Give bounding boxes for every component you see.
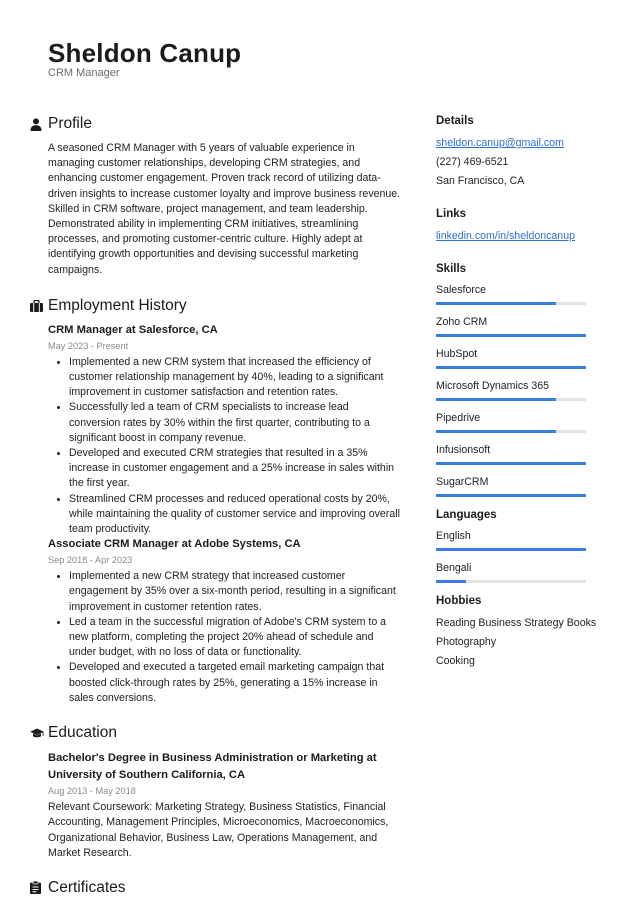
employment-section — [30, 295, 402, 706]
job-dates: May 2023 - Present — [48, 340, 129, 351]
skill-level-bar — [436, 430, 586, 433]
language-name: English — [436, 530, 471, 542]
hobbies-title: Hobbies — [436, 595, 482, 607]
main-column — [30, 113, 402, 899]
job-entry — [48, 537, 402, 706]
skill-level-bar — [436, 366, 586, 369]
education-title: Education — [48, 724, 117, 742]
linkedin-link[interactable]: linkedin.com/in/sheldoncanup — [436, 230, 575, 242]
skill-level-bar — [436, 302, 586, 305]
links-title: Links — [436, 208, 467, 220]
job-bullet: • Developed and executed a targeted email marketing campaign that boosted click-through rates by 25%, generating a 15% increase in sales conversions. — [69, 660, 402, 706]
clipboard-icon — [30, 881, 48, 895]
job-bullet: • Developed and executed CRM strategies that resulted in a 35% increase in customer engagement and a 25% increase in sales within the first year. — [69, 446, 402, 492]
job-bullets — [48, 569, 402, 706]
skill-level-fill — [436, 398, 556, 401]
hobbies-section — [436, 593, 611, 671]
person-icon — [30, 117, 48, 131]
skill-level-fill — [436, 366, 586, 369]
skill-name: Microsoft Dynamics 365 — [436, 380, 550, 392]
profile-title: Profile — [48, 115, 92, 132]
skill-name: Zoho CRM — [436, 316, 488, 328]
skill-item — [436, 411, 611, 433]
links-section — [436, 206, 611, 246]
skill-name: Pipedrive — [436, 412, 481, 424]
skill-item — [436, 315, 611, 337]
language-level-fill — [436, 548, 586, 551]
skill-item — [436, 443, 611, 465]
briefcase-icon — [30, 299, 48, 313]
profile-section — [30, 113, 402, 278]
languages-title: Languages — [436, 509, 497, 521]
phone-number: (227) 469-6521 — [436, 156, 509, 168]
skill-name: Salesforce — [436, 284, 487, 296]
skill-item — [436, 347, 611, 369]
degree-title: Bachelor's Degree in Business Administration or Marketing at University of Southern California, CA — [48, 752, 377, 781]
education-section — [30, 722, 402, 861]
education-dates: Aug 2013 - May 2018 — [48, 786, 136, 797]
skill-name: HubSpot — [436, 348, 478, 360]
job-title: CRM Manager at Salesforce, CA — [48, 323, 218, 336]
profile-summary: A seasoned CRM Manager with 5 years of valuable experience in managing customer relationships, developing CRM strategies, and enhancing customer engagement. Proven track record of utilizing data-driven insights to increase customer loyalty and improve business revenue. Skilled in CRM software, project management, and team leadership. Demonstrated ability in implementing CRM initiatives, streamlining processes, and promoting customer-centric culture. Highly adept at identifying growth opportunities and devising successful marketing campaigns. — [48, 142, 401, 276]
language-level-bar — [436, 580, 586, 583]
certificates-section — [30, 877, 402, 899]
hobby-item: Photography — [436, 636, 497, 648]
profile-heading — [30, 113, 402, 135]
education-heading — [30, 722, 402, 744]
skills-section — [436, 261, 611, 497]
employment-heading — [30, 295, 402, 317]
email-link[interactable]: sheldon.canup@gmail.com — [436, 137, 564, 149]
certificates-heading — [30, 877, 402, 899]
location: San Francisco, CA — [436, 175, 525, 187]
skills-title: Skills — [436, 263, 467, 275]
skill-level-bar — [436, 334, 586, 337]
job-title: Associate CRM Manager at Adobe Systems, CA — [48, 538, 301, 551]
language-level-bar — [436, 548, 586, 551]
graduation-cap-icon — [30, 726, 48, 740]
job-entry — [48, 323, 402, 537]
job-bullet: • Streamlined CRM processes and reduced operational costs by 20%, while maintaining the quality of customer service and improving overall team productivity. — [69, 492, 402, 538]
job-bullets — [48, 355, 402, 537]
job-bullet: • Implemented a new CRM strategy that increased customer engagement by 35% over a six-month period, resulting in a significant improvement in customer retention rates. — [69, 569, 402, 615]
details-section — [436, 113, 611, 191]
employment-title: Employment History — [48, 296, 187, 314]
details-title: Details — [436, 115, 474, 127]
skill-item — [436, 283, 611, 305]
hobby-item: Cooking — [436, 655, 475, 667]
languages-section — [436, 507, 611, 583]
language-name: Bengali — [436, 562, 472, 574]
hobby-item: Reading Business Strategy Books — [436, 617, 597, 629]
skill-level-fill — [436, 302, 556, 305]
job-bullet: • Led a team in the successful migration of Adobe's CRM system to a new platform, completing the project 20% ahead of schedule and under budget, with no loss of data or functionality. — [69, 615, 402, 661]
skill-name: SugarCRM — [436, 476, 489, 488]
candidate-role: CRM Manager — [48, 67, 120, 79]
education-coursework: Relevant Coursework: Marketing Strategy, Business Statistics, Financial Accounting, Management Principles, Microeconomics, Macroeconomics, Organizational Behavior, Business Law, Operations Management, and Market Research. — [48, 801, 389, 859]
candidate-name: Sheldon Canup — [48, 38, 242, 68]
skill-item — [436, 379, 611, 401]
job-dates: Sep 2018 - Apr 2023 — [48, 555, 133, 566]
skill-level-fill — [436, 334, 586, 337]
skill-level-bar — [436, 494, 586, 497]
job-bullet: • Implemented a new CRM system that increased the efficiency of customer relationship management by 40%, leading to a significant improvement in customer satisfaction and retention rates. — [69, 355, 402, 401]
language-item — [436, 561, 611, 583]
skill-item — [436, 475, 611, 497]
job-bullet: • Successfully led a team of CRM specialists to increase lead conversion rates by 30% within the first quarter, contributing to a significant boost in company revenue. — [69, 400, 402, 446]
skill-name: Infusionsoft — [436, 444, 491, 456]
skill-level-fill — [436, 430, 556, 433]
language-level-fill — [436, 580, 466, 583]
side-column — [436, 113, 611, 671]
language-item — [436, 529, 611, 551]
skill-level-fill — [436, 494, 586, 497]
certificates-title: Certificates — [48, 878, 126, 896]
skill-level-bar — [436, 398, 586, 401]
skill-level-bar — [436, 462, 586, 465]
skill-level-fill — [436, 462, 586, 465]
